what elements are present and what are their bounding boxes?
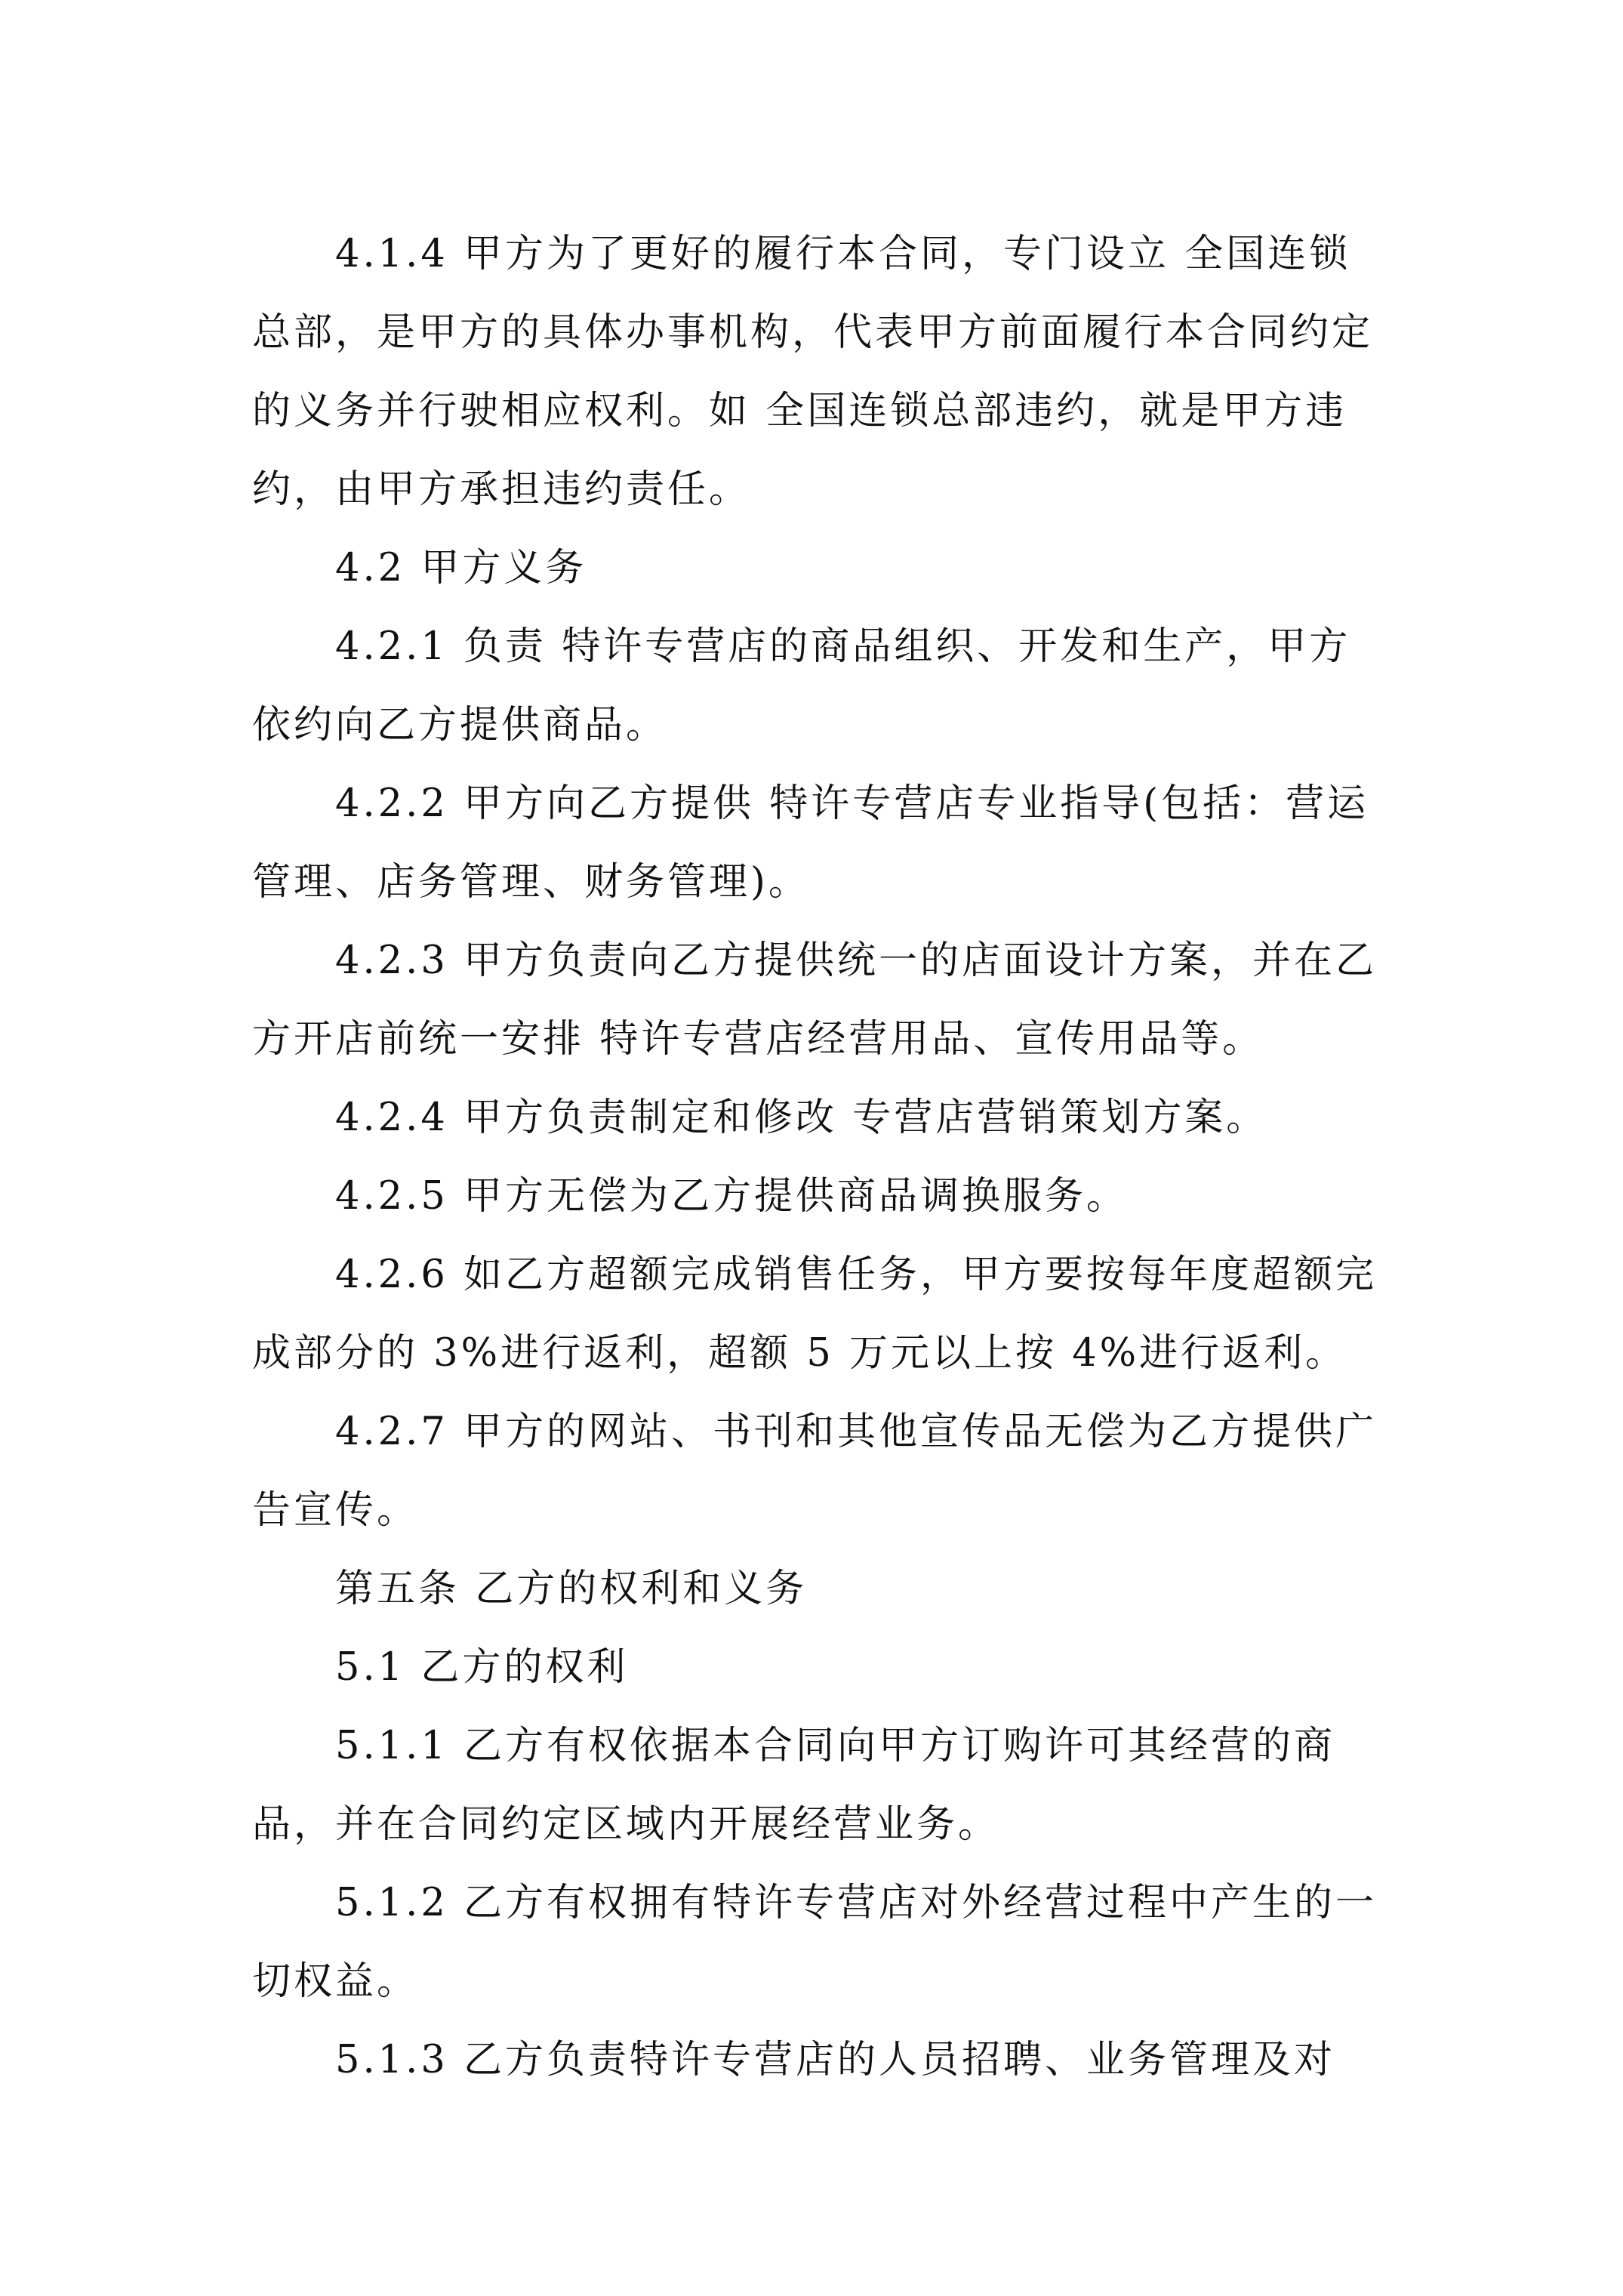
paragraph-4-1-4: 4.1.4 甲方为了更好的履行本合同，专门设立 全国连锁总部，是甲方的具体办事机构，代表甲方前面履行本合同约定的义务并行驶相应权利。如 全国连锁总部违约，就是甲方违约，由甲方承担违约责任。 (252, 232, 1374, 512)
paragraph-4-2-3: 4.2.3 甲方负责向乙方提供统一的店面设计方案，并在乙方开店前统一安排 特许专营店经营用品、宣传用品等。 (252, 938, 1377, 1062)
paragraph-4-2-7: 4.2.7 甲方的网站、书刊和其他宣传品无偿为乙方提供广告宣传。 (252, 1410, 1377, 1533)
heading-article-5: 第五条 乙方的权利和义务 (335, 1567, 808, 1611)
document-body (252, 215, 1384, 2100)
paragraph-4-2-1: 4.2.1 负责 特许专营店的商品组织、开发和生产，甲方依约向乙方提供商品。 (252, 624, 1351, 747)
paragraph-5-1-3: 5.1.3 乙方负责特许专营店的人员招聘、业务管理及对 (335, 2038, 1335, 2082)
paragraph-4-2-6: 4.2.6 如乙方超额完成销售任务，甲方要按每年度超额完成部分的 3%进行返利，超额 5 万元以上按 4%进行返利。 (252, 1253, 1377, 1376)
paragraph-4-2-5: 4.2.5 甲方无偿为乙方提供商品调换服务。 (335, 1174, 1128, 1219)
paragraph-5-1-1: 5.1.1 乙方有权依据本合同向甲方订购许可其经营的商品，并在合同约定区域内开展经营业务。 (252, 1724, 1335, 1847)
heading-5-1: 5.1 乙方的权利 (335, 1645, 629, 1690)
heading-4-2: 4.2 甲方义务 (335, 546, 587, 590)
paragraph-5-1-2: 5.1.2 乙方有权拥有特许专营店对外经营过程中产生的一切权益。 (252, 1881, 1377, 2004)
paragraph-4-2-4: 4.2.4 甲方负责制定和修改 专营店营销策划方案。 (335, 1096, 1268, 1140)
paragraph-4-2-2: 4.2.2 甲方向乙方提供 特许专营店专业指导(包括：营运管理、店务管理、财务管理)。 (252, 781, 1369, 905)
